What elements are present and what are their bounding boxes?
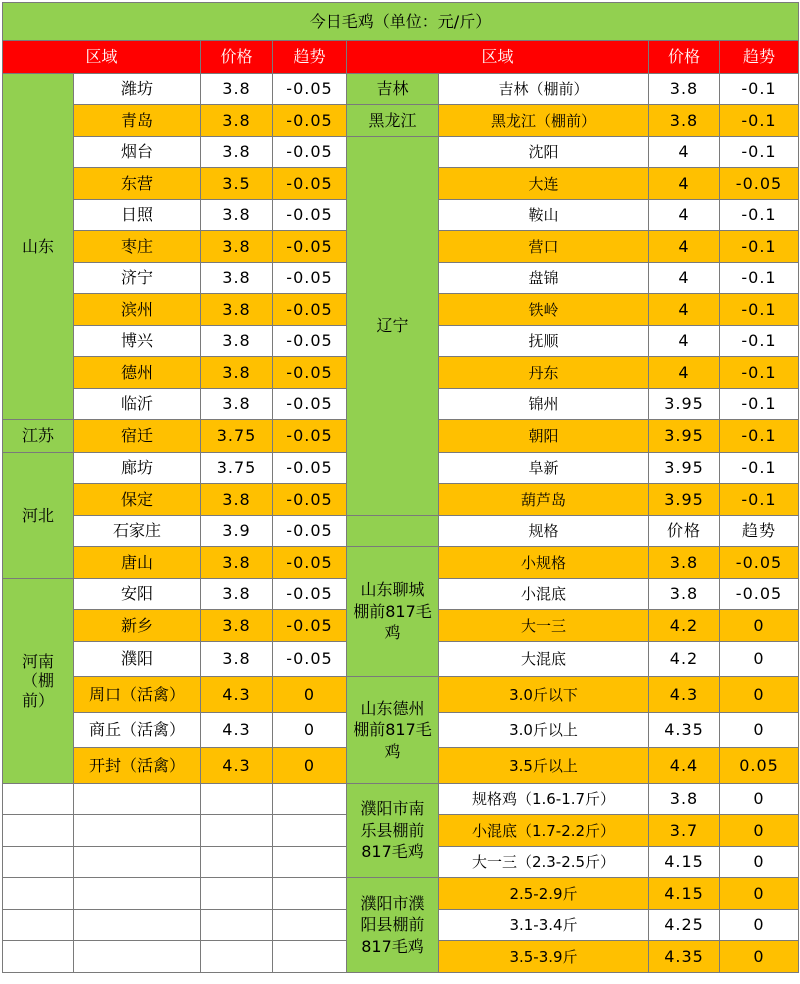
trend-value: -0.05	[273, 263, 347, 294]
spec-name: 黑龙江（棚前）	[439, 105, 649, 137]
blank-cell	[273, 941, 347, 973]
table-row	[3, 677, 799, 713]
province-label: 山东	[3, 74, 74, 420]
price-value: 4.2	[649, 610, 720, 642]
price-value: 4.35	[649, 713, 720, 748]
price-value: 3.8	[201, 579, 273, 610]
price-value: 4.15	[649, 847, 720, 878]
spec-name: 丹东	[439, 357, 649, 389]
price-value: 4	[649, 200, 720, 231]
province-label: 黑龙江	[347, 105, 439, 137]
spec-name: 鞍山	[439, 200, 649, 231]
price-value: 4.4	[649, 748, 720, 784]
trend-value: 0.05	[720, 748, 799, 784]
sheet-title: 今日毛鸡（单位：元/斤）	[3, 3, 799, 41]
price-value: 3.8	[649, 784, 720, 815]
trend-value: 0	[720, 878, 799, 910]
city-name: 枣庄	[74, 231, 201, 263]
price-value: 4.3	[201, 748, 273, 784]
trend-value: -0.05	[273, 294, 347, 326]
province-label: 江苏	[3, 420, 74, 453]
province-label: 山东聊城棚前817毛鸡	[347, 547, 439, 677]
table-row	[3, 878, 799, 910]
blank-cell	[201, 815, 273, 847]
price-value: 4	[649, 357, 720, 389]
price-value: 3.7	[649, 815, 720, 847]
chicken-price-table	[2, 2, 799, 973]
trend-value: -0.05	[720, 168, 799, 200]
blank-cell	[201, 941, 273, 973]
spec-name: 锦州	[439, 389, 649, 420]
blank-cell	[273, 815, 347, 847]
table-row	[3, 137, 799, 168]
spec-name: 沈阳	[439, 137, 649, 168]
price-value: 3.8	[201, 137, 273, 168]
table-row	[3, 547, 799, 579]
trend-value: -0.05	[273, 168, 347, 200]
trend-value: -0.05	[273, 453, 347, 484]
price-value: 3.8	[201, 105, 273, 137]
trend-value: -0.05	[273, 610, 347, 642]
blank-cell	[74, 815, 201, 847]
trend-value: -0.05	[273, 326, 347, 357]
trend-value: -0.1	[720, 484, 799, 516]
price-value: 3.75	[201, 453, 273, 484]
province-label: 山东德州棚前817毛鸡	[347, 677, 439, 784]
blank-cell	[74, 910, 201, 941]
city-name: 德州	[74, 357, 201, 389]
trend-value: -0.1	[720, 137, 799, 168]
table-row	[3, 516, 799, 547]
blank-cell	[74, 941, 201, 973]
spec-name: 大一三	[439, 610, 649, 642]
price-value: 3.9	[201, 516, 273, 547]
trend-value: -0.05	[273, 105, 347, 137]
spec-name: 铁岭	[439, 294, 649, 326]
price-value: 3.5	[201, 168, 273, 200]
price-value: 3.8	[201, 294, 273, 326]
trend-value: -0.1	[720, 389, 799, 420]
price-value: 4	[649, 137, 720, 168]
province-label: 辽宁	[347, 137, 439, 516]
city-name: 周口（活禽）	[74, 677, 201, 713]
city-name: 安阳	[74, 579, 201, 610]
province-label: 濮阳市南乐县棚前817毛鸡	[347, 784, 439, 878]
blank-cell	[273, 784, 347, 815]
price-value: 价格	[649, 516, 720, 547]
trend-value: 0	[720, 610, 799, 642]
city-name: 烟台	[74, 137, 201, 168]
spec-name: 3.1-3.4斤	[439, 910, 649, 941]
spec-name: 葫芦岛	[439, 484, 649, 516]
header-region: 区域	[3, 41, 201, 74]
price-value: 3.8	[649, 74, 720, 105]
city-name: 开封（活禽）	[74, 748, 201, 784]
blank-cell	[74, 847, 201, 878]
price-value: 3.8	[201, 74, 273, 105]
spec-name: 小混底	[439, 579, 649, 610]
price-value: 3.95	[649, 420, 720, 453]
trend-value: -0.05	[273, 74, 347, 105]
trend-value: 0	[273, 677, 347, 713]
blank-cell	[201, 910, 273, 941]
spec-name: 小混底（1.7-2.2斤）	[439, 815, 649, 847]
city-name: 东营	[74, 168, 201, 200]
price-value: 4.3	[201, 677, 273, 713]
trend-value: -0.1	[720, 420, 799, 453]
trend-value: -0.1	[720, 357, 799, 389]
spec-name: 大一三（2.3-2.5斤）	[439, 847, 649, 878]
trend-value: 0	[720, 642, 799, 677]
price-value: 3.8	[649, 547, 720, 579]
header-region-right: 区域	[347, 41, 649, 74]
trend-value: -0.05	[273, 231, 347, 263]
price-value: 3.8	[649, 105, 720, 137]
trend-value: -0.05	[273, 200, 347, 231]
price-value: 3.95	[649, 453, 720, 484]
city-name: 日照	[74, 200, 201, 231]
spec-name: 3.0斤以下	[439, 677, 649, 713]
city-name: 廊坊	[74, 453, 201, 484]
trend-value: -0.1	[720, 105, 799, 137]
trend-value: 0	[720, 784, 799, 815]
price-value: 3.8	[649, 579, 720, 610]
price-value: 3.8	[201, 357, 273, 389]
trend-value: -0.1	[720, 326, 799, 357]
city-name: 青岛	[74, 105, 201, 137]
trend-value: -0.05	[273, 357, 347, 389]
spec-name: 2.5-2.9斤	[439, 878, 649, 910]
province-label: 河南（棚前）	[3, 579, 74, 784]
city-name: 濮阳	[74, 642, 201, 677]
city-name: 济宁	[74, 263, 201, 294]
price-value: 3.8	[201, 263, 273, 294]
trend-value: 0	[720, 677, 799, 713]
city-name: 保定	[74, 484, 201, 516]
city-name: 石家庄	[74, 516, 201, 547]
blank-cell	[3, 910, 74, 941]
blank-cell	[273, 910, 347, 941]
city-name: 博兴	[74, 326, 201, 357]
province-label: 吉林	[347, 74, 439, 105]
spec-name: 吉林（棚前）	[439, 74, 649, 105]
blank-cell	[74, 878, 201, 910]
spec-name: 3.5-3.9斤	[439, 941, 649, 973]
header-trend-right: 趋势	[720, 41, 799, 74]
price-value: 4	[649, 294, 720, 326]
trend-value: -0.05	[273, 642, 347, 677]
table-row	[3, 784, 799, 815]
price-value: 3.95	[649, 484, 720, 516]
header-price-right: 价格	[649, 41, 720, 74]
province-label	[347, 516, 439, 547]
header-trend: 趋势	[273, 41, 347, 74]
price-value: 3.8	[201, 231, 273, 263]
blank-cell	[74, 784, 201, 815]
price-value: 4.2	[649, 642, 720, 677]
price-value: 4	[649, 231, 720, 263]
spec-name: 抚顺	[439, 326, 649, 357]
table-row	[3, 105, 799, 137]
trend-value: -0.05	[273, 137, 347, 168]
price-value: 3.8	[201, 642, 273, 677]
trend-value: -0.1	[720, 231, 799, 263]
spec-name: 规格鸡（1.6-1.7斤）	[439, 784, 649, 815]
table-row	[3, 74, 799, 105]
blank-cell	[3, 815, 74, 847]
price-value: 4.3	[201, 713, 273, 748]
spec-name: 3.5斤以上	[439, 748, 649, 784]
trend-value: -0.1	[720, 74, 799, 105]
trend-value: 0	[273, 713, 347, 748]
header-price: 价格	[201, 41, 273, 74]
trend-value: -0.05	[273, 389, 347, 420]
trend-value: -0.1	[720, 453, 799, 484]
price-value: 4	[649, 168, 720, 200]
trend-value: -0.1	[720, 263, 799, 294]
price-value: 3.8	[201, 610, 273, 642]
trend-value: 0	[720, 941, 799, 973]
trend-value: -0.05	[273, 516, 347, 547]
price-value: 4	[649, 263, 720, 294]
city-name: 滨州	[74, 294, 201, 326]
spec-name: 大连	[439, 168, 649, 200]
trend-value: -0.05	[273, 420, 347, 453]
blank-cell	[201, 784, 273, 815]
trend-value: 趋势	[720, 516, 799, 547]
trend-value: -0.05	[720, 547, 799, 579]
province-label: 濮阳市濮阳县棚前817毛鸡	[347, 878, 439, 973]
trend-value: 0	[720, 713, 799, 748]
trend-value: 0	[273, 748, 347, 784]
spec-name: 盘锦	[439, 263, 649, 294]
spec-name: 阜新	[439, 453, 649, 484]
city-name: 临沂	[74, 389, 201, 420]
spec-name: 朝阳	[439, 420, 649, 453]
blank-cell	[273, 878, 347, 910]
trend-value: -0.1	[720, 294, 799, 326]
trend-value: -0.1	[720, 200, 799, 231]
blank-cell	[273, 847, 347, 878]
trend-value: -0.05	[720, 579, 799, 610]
blank-cell	[201, 878, 273, 910]
price-value: 3.8	[201, 547, 273, 579]
price-value: 3.8	[201, 326, 273, 357]
city-name: 宿迁	[74, 420, 201, 453]
trend-value: -0.05	[273, 579, 347, 610]
trend-value: 0	[720, 815, 799, 847]
price-value: 3.75	[201, 420, 273, 453]
price-value: 4.35	[649, 941, 720, 973]
spec-name: 小规格	[439, 547, 649, 579]
price-value: 4.3	[649, 677, 720, 713]
price-value: 4.25	[649, 910, 720, 941]
trend-value: 0	[720, 847, 799, 878]
spec-name: 营口	[439, 231, 649, 263]
price-value: 3.8	[201, 484, 273, 516]
trend-value: -0.05	[273, 547, 347, 579]
trend-value: -0.05	[273, 484, 347, 516]
blank-cell	[201, 847, 273, 878]
blank-cell	[3, 941, 74, 973]
province-label: 河北	[3, 453, 74, 579]
price-value: 3.8	[201, 389, 273, 420]
spec-name: 3.0斤以上	[439, 713, 649, 748]
city-name: 商丘（活禽）	[74, 713, 201, 748]
blank-cell	[3, 878, 74, 910]
price-value: 3.8	[201, 200, 273, 231]
city-name: 唐山	[74, 547, 201, 579]
price-value: 4	[649, 326, 720, 357]
price-value: 4.15	[649, 878, 720, 910]
city-name: 新乡	[74, 610, 201, 642]
city-name: 潍坊	[74, 74, 201, 105]
blank-cell	[3, 847, 74, 878]
blank-cell	[3, 784, 74, 815]
spec-name: 规格	[439, 516, 649, 547]
spec-name: 大混底	[439, 642, 649, 677]
price-value: 3.95	[649, 389, 720, 420]
trend-value: 0	[720, 910, 799, 941]
